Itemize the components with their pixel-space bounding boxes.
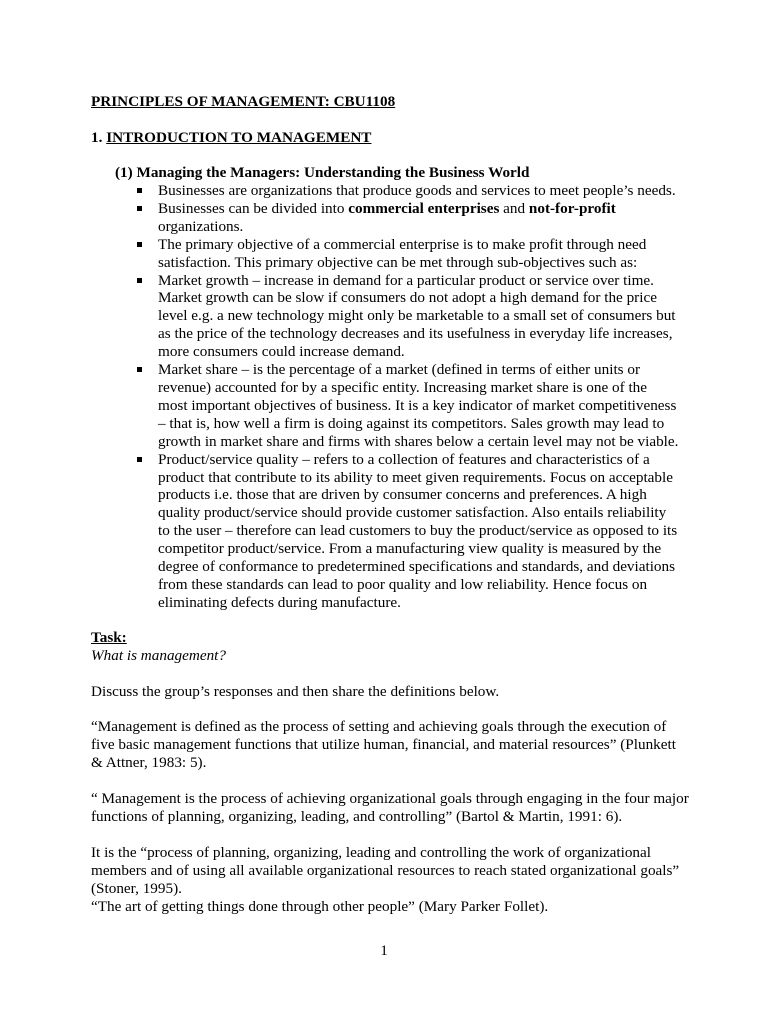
bullet-text: Businesses can be divided into (158, 199, 349, 217)
bullet-list (158, 182, 680, 612)
task-question: What is management? (91, 647, 226, 664)
page-number: 1 (380, 942, 388, 959)
bullet-item (158, 200, 680, 236)
section-number: 1. (91, 129, 107, 146)
discuss-paragraph: Discuss the group’s responses and then share the definitions below. (91, 683, 500, 700)
bullet-item: Market growth – increase in demand for a particular product or service over time. Market growth can be slow if consumers do not adopt a high demand for the price level e.g. a new technology might only be marketable to a small set of consumers but as the price of the technology decreases and its usefulness in everyday life increases, more consumers could increase demand. (158, 272, 680, 362)
bullet-item: Market share – is the percentage of a market (defined in terms of either units or revenue) accounted for by a specific entity. Increasing market share is one of the most important objectives of business. It is a key indicator of market competitiveness – that is, how well a firm is doing against its competitors. Sales growth may lead to growth in market share and firms with shares below a certain level may not be viable. (158, 361, 679, 450)
bullet-item: The primary objective of a commercial enterprise is to make profit through need satisfaction. This primary objective can be met through sub-objectives such as: (158, 236, 680, 272)
subsection-heading: (1) Managing the Managers: Understanding the Business World (115, 164, 530, 181)
task-label: Task: (91, 629, 127, 646)
definition-paragraph: “The art of getting things done through other people” (Mary Parker Follet). (91, 898, 549, 915)
bullet-item: Product/service quality – refers to a collection of features and characteristics of a product that contribute to its ability to meet given requirements. Focus on acceptable products i.e. those that are driven by consumer concerns and preferences. A high quality product/service should provide customer satisfaction. Also entails reliability to the user – therefore can lead customers to buy the product/service as opposed to its competitor product/service. From a manufacturing view quality is measured by the degree of conformance to predetermined specifications and standards, and deviations from these standards can lead to poor quality and low reliability. Hence focus on eliminating defects during manufacture. (158, 451, 680, 612)
bullet-text: and (499, 199, 529, 217)
bullet-item: Businesses are organizations that produce goods and services to meet people’s needs. (158, 182, 680, 200)
bullet-text: organizations. (158, 217, 244, 235)
task-heading (91, 629, 691, 647)
document-title: PRINCIPLES OF MANAGEMENT: CBU1108 (91, 93, 396, 110)
bold-term: commercial enterprises (348, 199, 500, 217)
definition-paragraph: “Management is defined as the process of setting and achieving goals through the execution of five basic management functions that utilize human, financial, and material resources” (Plunkett & Attner, 1983: 5). (91, 718, 676, 771)
section-heading (91, 129, 371, 147)
definition-paragraph: It is the “process of planning, organizing, leading and controlling the work of organizational members and of using all available organizational resources to reach stated organizational goals” (Stoner, 1995). (91, 844, 680, 897)
bold-term: not-for-profit (528, 199, 616, 217)
definition-paragraph: “ Management is the process of achieving organizational goals through engaging in the four major functions of planning, organizing, leading, and controlling” (Bartol & Martin, 1991: 6). (91, 790, 689, 825)
section-title: INTRODUCTION TO MANAGEMENT (106, 129, 372, 146)
